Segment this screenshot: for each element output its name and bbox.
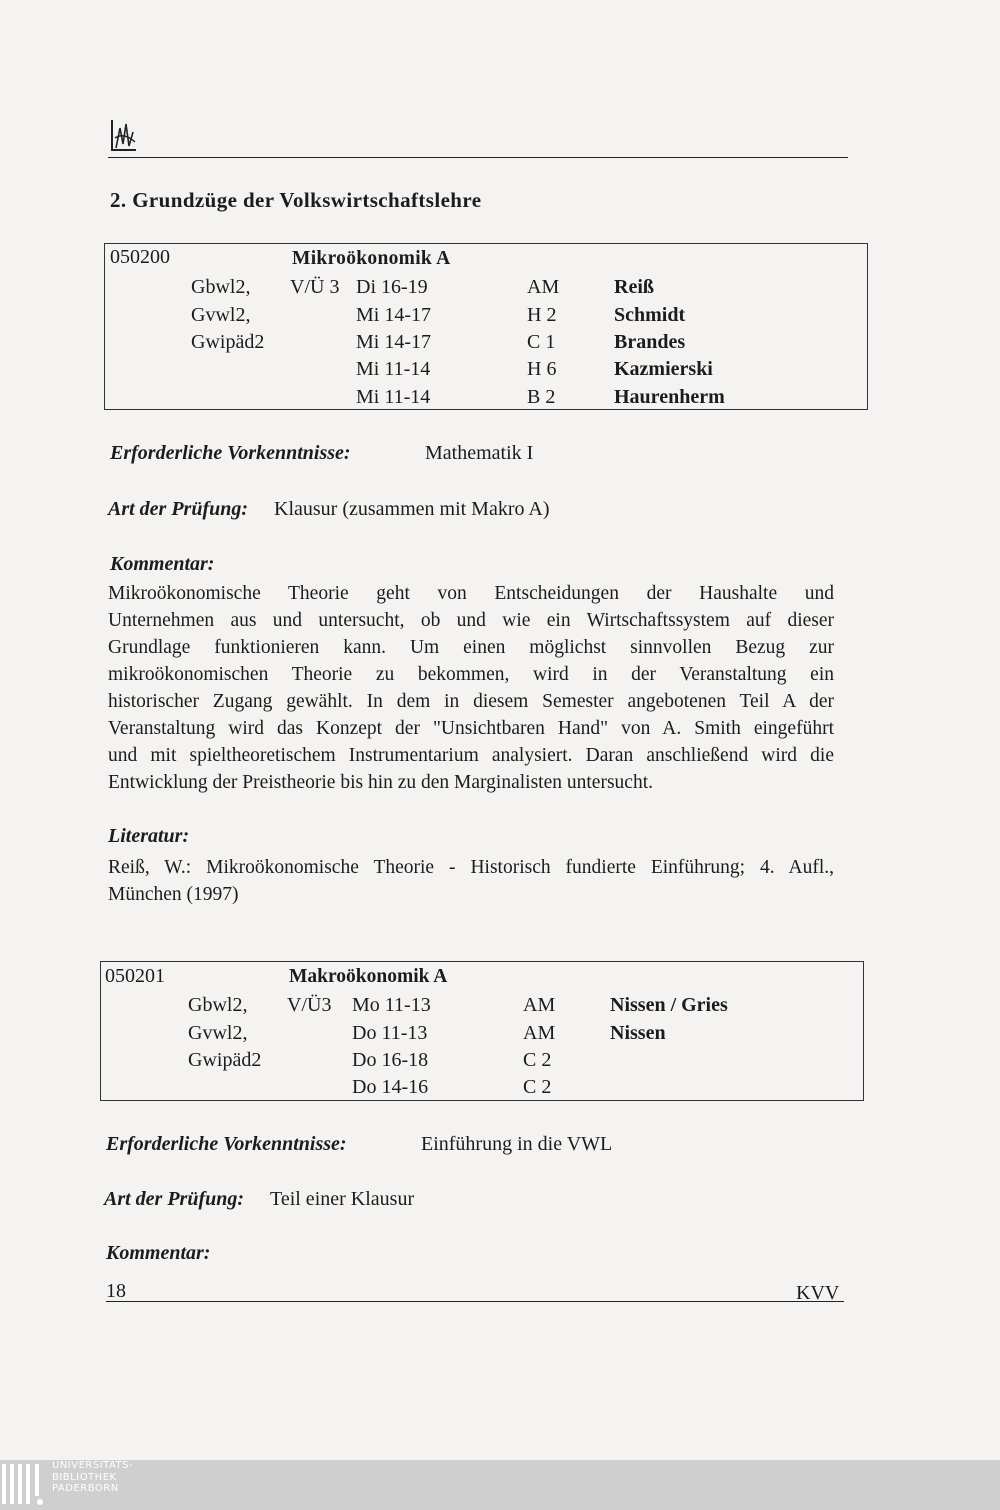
prereq-value: Einführung in die VWL <box>421 1133 613 1155</box>
prereq-label: Erforderliche Vorkenntnisse: <box>106 1133 347 1155</box>
comment-line: mikroökonomischen Theorie zu bekommen, wird in der Veranstaltung ein <box>108 664 834 685</box>
literature-line: Reiß, W.: Mikroökonomische Theorie - Historisch fundierte Einführung; 4. Aufl., <box>108 857 834 878</box>
program-label: Gwipäd2 <box>188 1049 262 1071</box>
session-time: Do 11-13 <box>352 1022 428 1044</box>
university-logo-icon <box>110 118 138 152</box>
session-lecturer: Nissen <box>610 1022 666 1044</box>
course-type: V/Ü 3 <box>290 276 340 298</box>
exam-value: Teil einer Klausur <box>270 1188 415 1210</box>
literature-label: Literatur: <box>108 825 190 847</box>
session-time: Di 16-19 <box>356 276 428 298</box>
library-barcode-icon <box>0 1462 44 1506</box>
comment-text <box>108 580 834 796</box>
course-type: V/Ü3 <box>287 994 332 1016</box>
session-lecturer: Reiß <box>614 276 654 298</box>
prereq-value: Mathematik I <box>425 442 534 464</box>
footer-label: KVV <box>796 1282 840 1304</box>
session-time: Do 16-18 <box>352 1049 429 1071</box>
library-name <box>52 1460 133 1495</box>
session-room: B 2 <box>527 386 556 408</box>
course-number: 050201 <box>105 965 165 987</box>
session-lecturer: Brandes <box>614 331 686 353</box>
session-time: Mi 11-14 <box>356 358 431 380</box>
header-rule <box>108 157 848 158</box>
prereq-label: Erforderliche Vorkenntnisse: <box>110 442 351 464</box>
section-title: 2. Grundzüge der Volkswirtschaftslehre <box>110 188 482 212</box>
exam-label: Art der Prüfung: <box>104 1188 245 1210</box>
session-time: Do 14-16 <box>352 1076 429 1098</box>
program-label: Gvwl2, <box>191 304 251 326</box>
library-watermark-band <box>0 1460 1000 1510</box>
program-label: Gvwl2, <box>188 1022 248 1044</box>
program-label: Gbwl2, <box>188 994 248 1016</box>
comment-line: und mit spieltheoretischem Instrumentarium analysiert. Daran anschließend wird die <box>108 745 834 766</box>
library-name-line: BIBLIOTHEK <box>52 1471 117 1483</box>
session-time: Mi 14-17 <box>356 304 431 326</box>
session-lecturer: Kazmierski <box>614 358 713 380</box>
comment-label: Kommentar: <box>110 553 215 575</box>
session-time: Mo 11-13 <box>352 994 431 1016</box>
comment-line: Veranstaltung wird das Konzept der "Unsichtbaren Hand" von A. Smith eingeführt <box>108 718 834 739</box>
literature-line: München (1997) <box>108 884 239 905</box>
library-name-line: PADERBORN <box>52 1483 119 1494</box>
course-title: Mikroökonomik A <box>292 248 451 269</box>
session-room: C 2 <box>523 1076 552 1098</box>
session-room: AM <box>527 276 560 298</box>
program-label: Gwipäd2 <box>191 331 265 353</box>
session-time: Mi 14-17 <box>356 331 431 353</box>
session-room: AM <box>523 994 556 1016</box>
program-label: Gbwl2, <box>191 276 251 298</box>
page-number: 18 <box>106 1280 126 1302</box>
exam-value: Klausur (zusammen mit Makro A) <box>274 498 550 520</box>
comment-line: Grundlage funktionieren kann. Um einen möglichst sinnvollen Bezug zur <box>108 637 834 658</box>
session-room: AM <box>523 1022 556 1044</box>
session-room: C 2 <box>523 1049 552 1071</box>
course-number: 050200 <box>110 246 170 268</box>
session-lecturer: Schmidt <box>614 304 686 326</box>
exam-label: Art der Prüfung: <box>108 498 249 520</box>
session-room: H 6 <box>527 358 557 380</box>
footer-rule <box>106 1301 844 1302</box>
course-title: Makroökonomik A <box>289 966 448 987</box>
comment-line: Mikroökonomische Theorie geht von Entscheidungen der Haushalte und <box>108 583 834 604</box>
session-lecturer: Haurenherm <box>614 386 725 408</box>
session-room: C 1 <box>527 331 556 353</box>
session-room: H 2 <box>527 304 557 326</box>
comment-label: Kommentar: <box>106 1242 211 1264</box>
session-lecturer: Nissen / Gries <box>610 994 728 1016</box>
library-name-line: UNIVERSITÄTS- <box>52 1460 134 1471</box>
comment-line: historischer Zugang gewählt. In dem in diesem Semester angebotenen Teil A der <box>108 691 834 712</box>
literature-text <box>108 854 834 908</box>
comment-line: Unternehmen aus und untersucht, ob und wie ein Wirtschaftssystem auf dieser <box>108 610 834 631</box>
comment-line: Entwicklung der Preistheorie bis hin zu den Marginalisten untersucht. <box>108 772 653 793</box>
session-time: Mi 11-14 <box>356 386 431 408</box>
